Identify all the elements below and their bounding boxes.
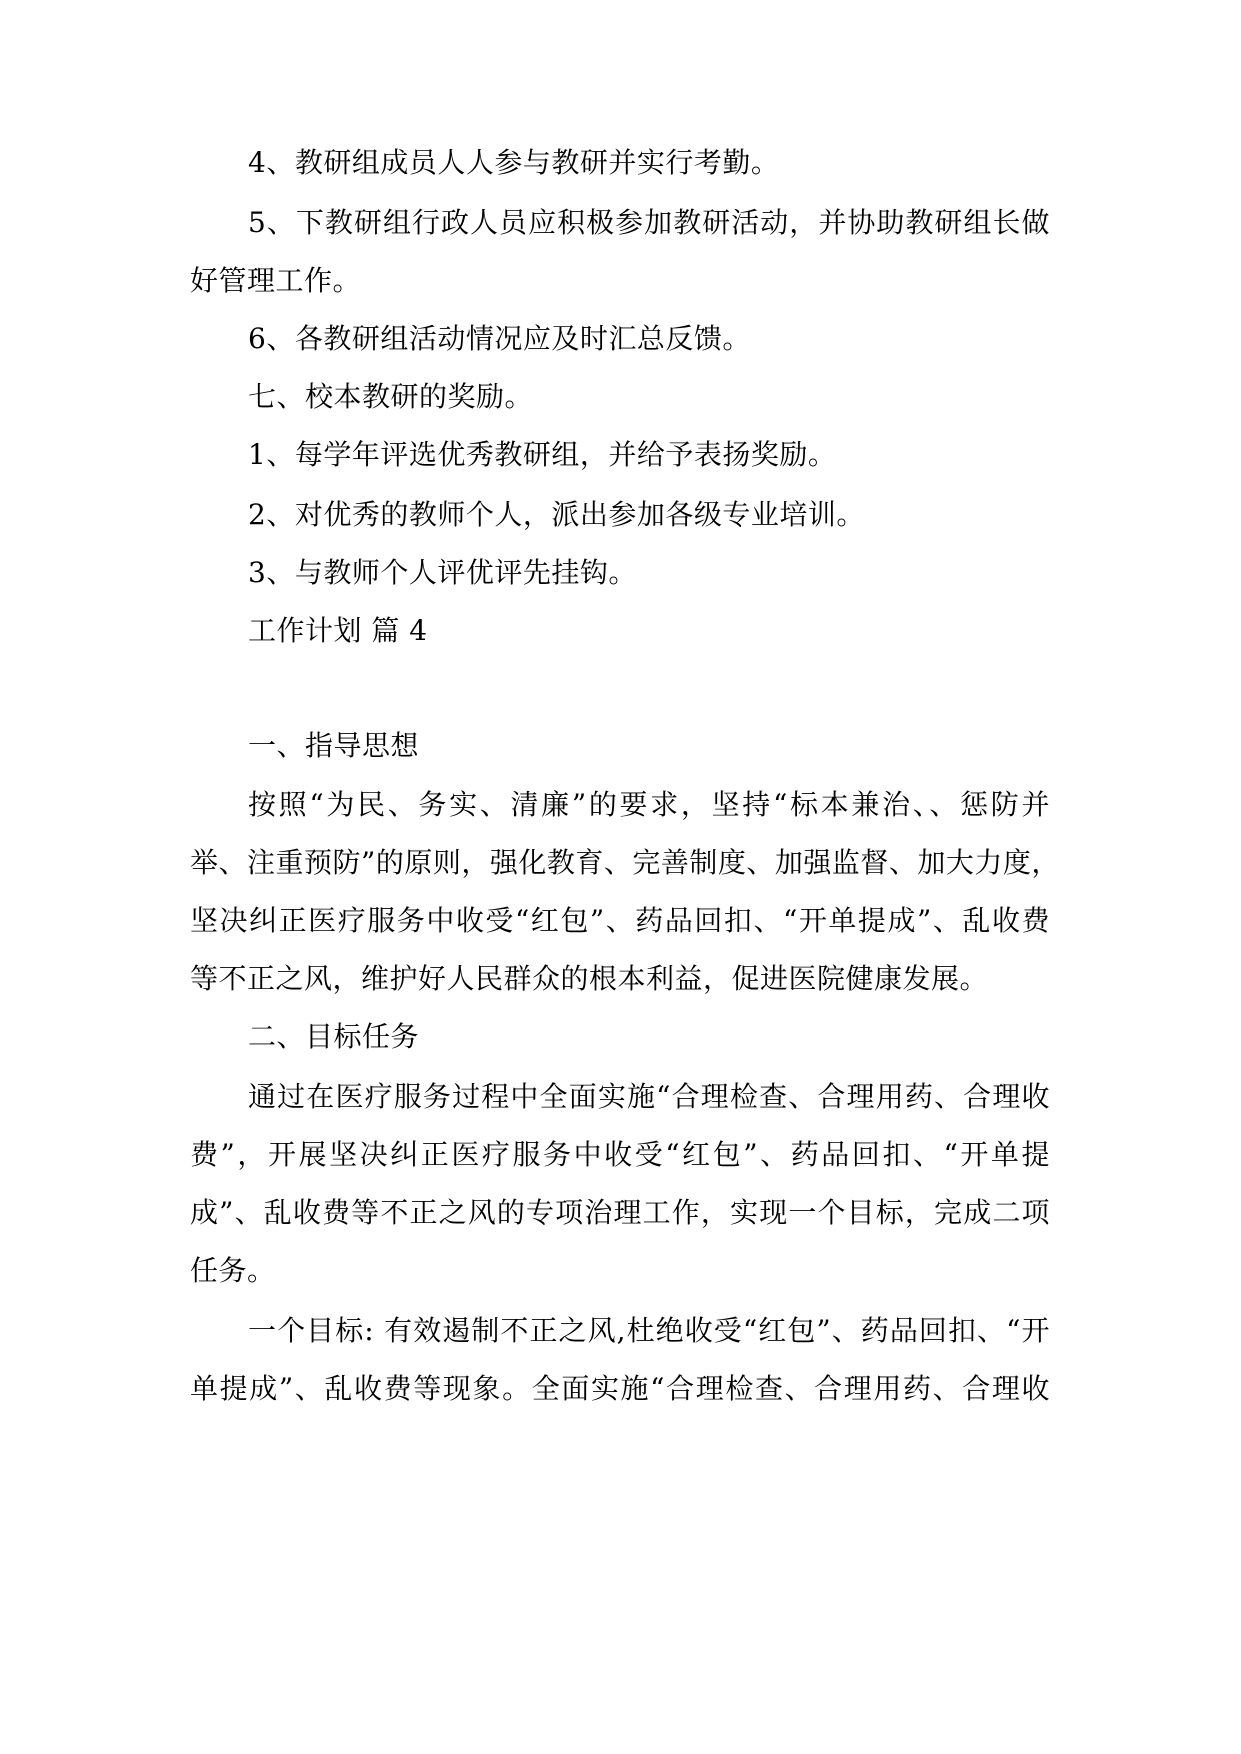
paragraph-guiding-line-1: 按照“为民、务实、清廉”的要求，坚持“标本兼治、、惩防并 xyxy=(248,788,1050,821)
section-heading-goals: 二、目标任务 xyxy=(248,1020,420,1053)
paragraph-item-5: 5、下教研组行政人员应积极参加教研活动，并协助教研组长做 xyxy=(248,206,1050,239)
paragraph-guiding-line-3: 坚决纠正医疗服务中收受“红包”、药品回扣、“开单提成”、乱收费 xyxy=(190,904,1050,937)
paragraph-reward-2: 2、对优秀的教师个人，派出参加各级专业培训。 xyxy=(248,498,865,531)
paragraph-goals-line-1: 通过在医疗服务过程中全面实施“合理检查、合理用药、合理收 xyxy=(248,1080,1050,1113)
paragraph-reward-3: 3、与教师个人评优评先挂钩。 xyxy=(248,556,637,589)
paragraph-guiding-line-2: 举、注重预防”的原则，强化教育、完善制度、加强监督、加大力度， xyxy=(190,846,1060,879)
paragraph-item-6: 6、各教研组活动情况应及时汇总反馈。 xyxy=(248,322,751,355)
paragraph-reward-1: 1、每学年评选优秀教研组，并给予表扬奖励。 xyxy=(248,438,837,471)
paragraph-goals-line-4: 任务。 xyxy=(190,1254,276,1287)
paragraph-goals-line-3: 成”、乱收费等不正之风的专项治理工作，实现一个目标，完成二项 xyxy=(190,1196,1050,1229)
paragraph-one-goal-line-1: 一个目标: 有效遏制不正之风,杜绝收受“红包”、药品回扣、“开 xyxy=(248,1314,1050,1347)
paragraph-guiding-line-4: 等不正之风，维护好人民群众的根本利益，促进医院健康发展。 xyxy=(190,962,989,995)
section-heading-rewards: 七、校本教研的奖励。 xyxy=(248,380,534,413)
paragraph-item-5-continued: 好管理工作。 xyxy=(190,264,362,297)
paragraph-item-4: 4、教研组成员人人参与教研并实行考勤。 xyxy=(248,146,780,179)
section-heading-guiding-thought: 一、指导思想 xyxy=(248,729,420,762)
paragraph-goals-line-2: 费”，开展坚决纠正医疗服务中收受“红包”、药品回扣、“开单提 xyxy=(190,1138,1050,1171)
paragraph-one-goal-line-2: 单提成”、乱收费等现象。全面实施“合理检查、合理用药、合理收 xyxy=(190,1372,1050,1405)
document-title-part-4: 工作计划 篇 4 xyxy=(248,614,428,647)
